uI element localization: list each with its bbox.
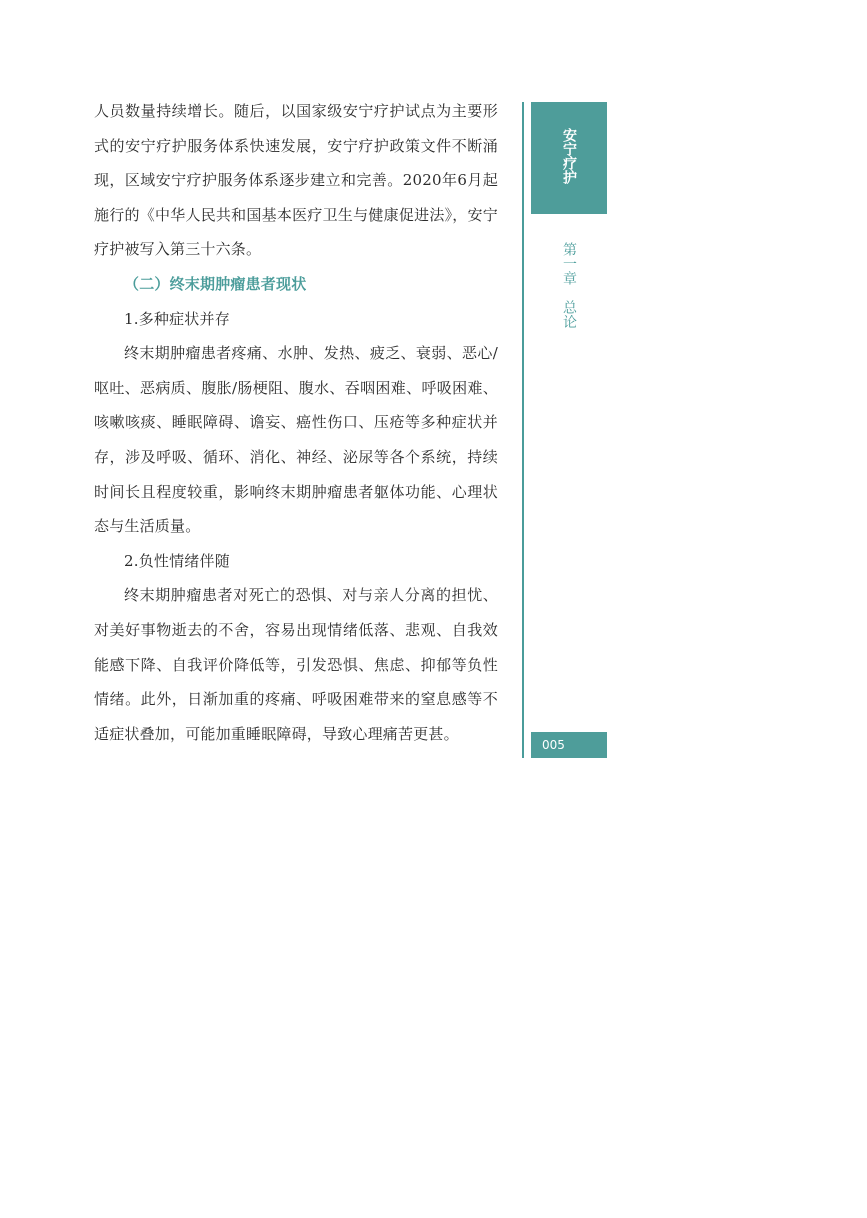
book-title-tab [531,102,607,214]
subsection-title-symptoms: 1.多种症状并存 [124,309,230,328]
section-heading: （二）终末期肿瘤患者现状 [124,274,307,293]
chapter-label: 第一章 总论 [561,242,577,329]
paragraph-symptoms: 终末期肿瘤患者疼痛、水肿、发热、疲乏、衰弱、恶心/呕吐、恶病质、腹胀/肠梗阻、腹水、吞咽困难、呼吸困难、咳嗽咳痰、睡眠障碍、谵妄、癌性伤口、压疮等多种症状并存，涉及呼吸、循环、消化、神经、泌尿等各个系统，持续时间长且程度较重，影响终末期肿瘤患者躯体功能、心理状态与生活质量。 [94,344,498,536]
chapter-label-container [531,242,607,329]
paragraph-intro: 人员数量持续增长。随后，以国家级安宁疗护试点为主要形式的安宁疗护服务体系快速发展，安宁疗护政策文件不断涌现，区域安宁疗护服务体系逐步建立和完善。2020年6月起施行的《中华人民共和国基本医疗卫生与健康促进法》，安宁疗护被写入第三十六条。 [94,102,498,259]
page-number: 005 [531,732,607,758]
paragraph-emotions: 终末期肿瘤患者对死亡的恐惧、对与亲人分离的担忧、对美好事物逝去的不舍，容易出现情绪低落、悲观、自我效能感下降、自我评价降低等，引发恐惧、焦虑、抑郁等负性情绪。此外，日渐加重的疼痛、呼吸困难带来的窒息感等不适症状叠加，可能加重睡眠障碍，导致心理痛苦更甚。 [94,586,498,743]
subsection-title-emotions: 2.负性情绪伴随 [124,551,230,570]
sidebar-divider [522,102,524,758]
book-title: 安宁疗护 [561,128,577,184]
main-text-column [94,94,498,751]
